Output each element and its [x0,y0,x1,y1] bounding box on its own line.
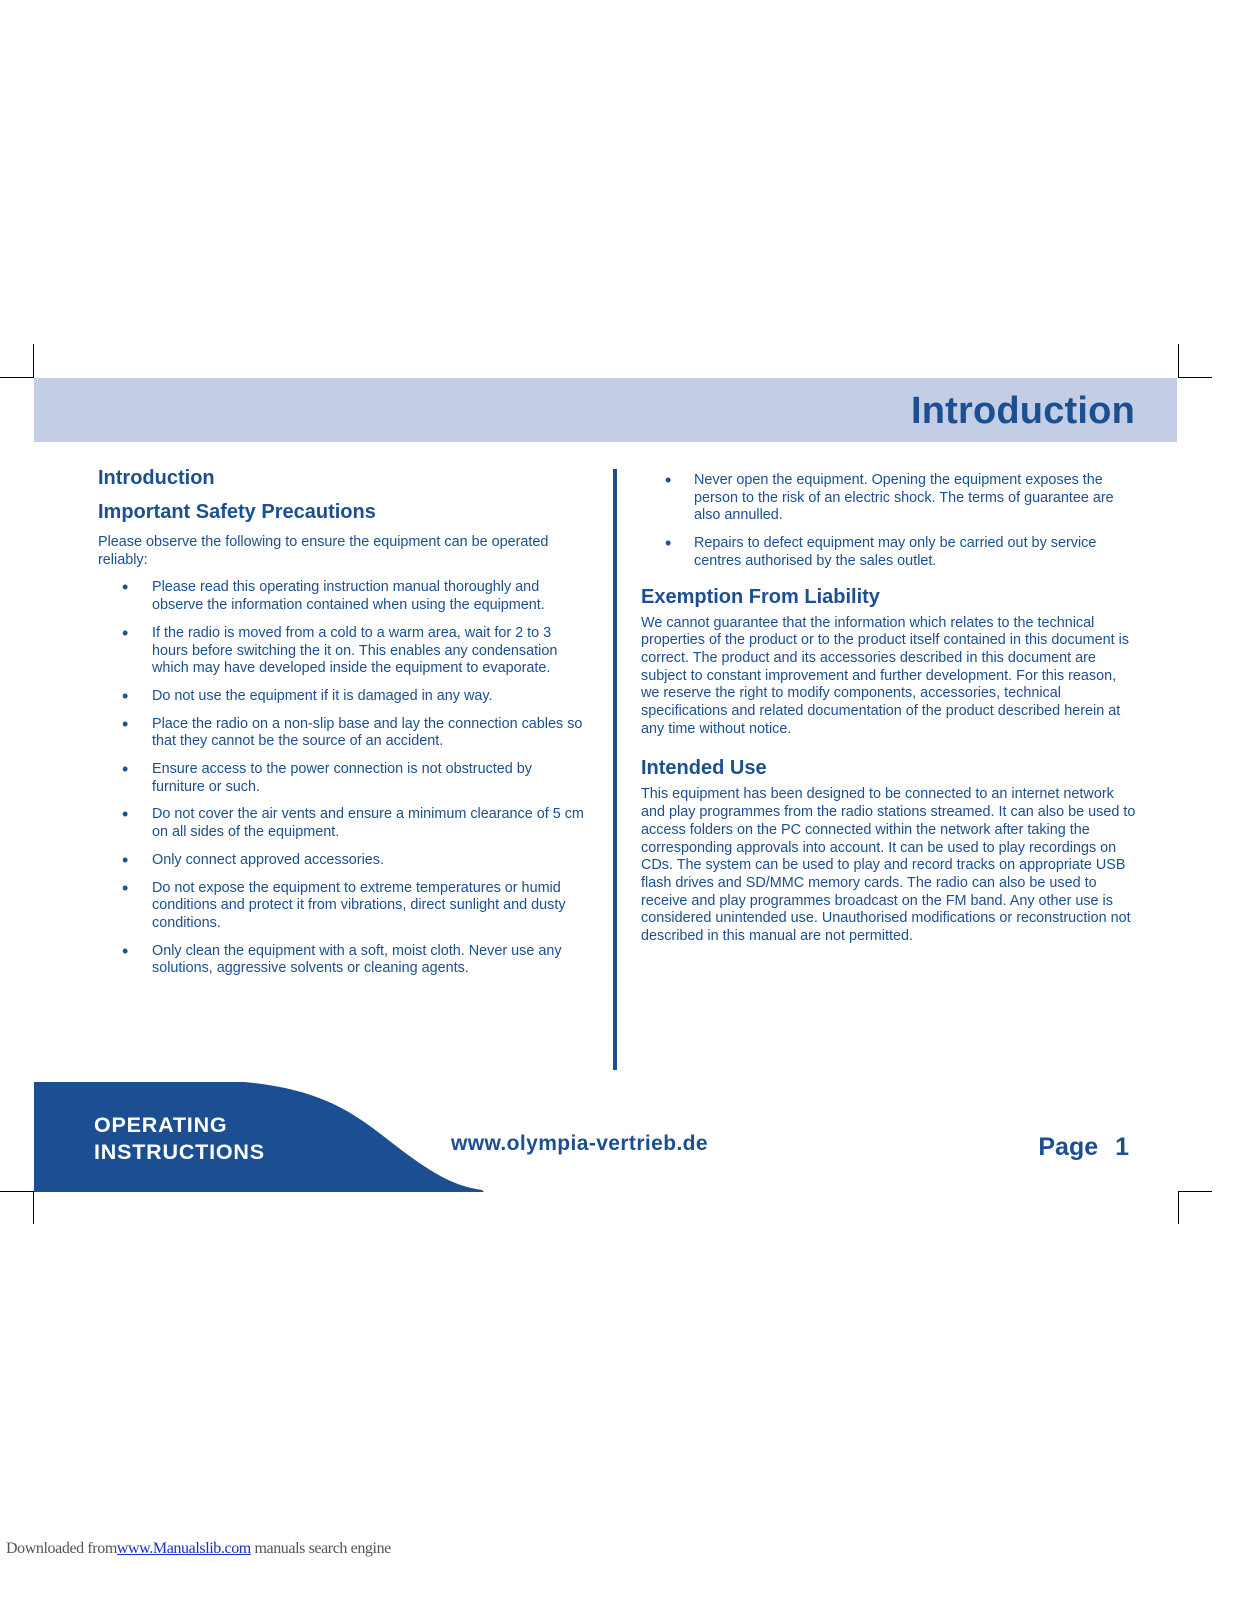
list-item-text: Do not cover the air vents and ensure a minimum clearance of 5 cm on all sides of the equipment. [152,806,584,841]
download-watermark [6,1540,391,1558]
list-item-text: Please read this operating instruction manual thoroughly and observe the information contained when using the equipment. [152,579,545,614]
safety-list-continued [641,472,1137,571]
crop-mark-bottom-right-vertical [1178,1191,1179,1224]
liability-heading: Exemption From Liability [641,585,880,608]
list-item [98,940,588,978]
list-item [98,877,588,933]
crop-mark-bottom-right-horizontal [1178,1191,1212,1192]
list-item-text: Only connect approved accessories. [152,851,384,868]
list-item [98,622,588,678]
watermark-suffix: manuals search engine [250,1540,391,1557]
safety-list [98,579,588,978]
page-title: Introduction [910,390,1135,432]
watermark-prefix: Downloaded from [6,1540,117,1557]
bullet-dot-icon: • [665,533,672,554]
crop-mark-top-left-horizontal [0,377,34,378]
bullet-dot-icon: • [122,577,129,598]
crop-mark-top-right-vertical [1178,344,1179,378]
crop-mark-top-left-vertical [33,344,34,378]
list-item-text: Do not use the equipment if it is damaged in any way. [152,687,493,704]
left-column [98,466,588,988]
bullet-dot-icon: • [122,622,129,643]
list-item-text: Only clean the equipment with a soft, moist cloth. Never use any solutions, aggressive solvents or cleaning agents. [152,942,562,977]
list-item [98,806,588,841]
bullet-dot-icon: • [122,849,129,870]
intended-use-text: This equipment has been designed to be connected to an internet network and play programmes from the radio stations streamed. It can also be used to access folders on the PC connected within the network after taking the corresponding approvals into account. It can be used to play recordings on CDs. The system can be used to play and record tracks on appropriate USB flash drives and SD/MMC memory cards. The radio can also be used to receive and play programmes broadcast on the FM band. Any other use is considered unintended use. Unauthorised modifications or reconstruction not described in this manual are not permitted. [641,786,1136,945]
crop-mark-top-right-horizontal [1178,377,1212,378]
crop-mark-bottom-left-horizontal [0,1191,34,1192]
bullet-dot-icon: • [665,470,672,490]
right-column [641,472,1137,946]
crop-mark-bottom-left-vertical [33,1191,34,1224]
operating-instructions-label [94,1112,265,1166]
list-item-text: Ensure access to the power connection is not obstructed by furniture or such. [152,761,532,795]
safety-intro-text: Please observe the following to ensure the equipment can be operated reliably: [98,534,549,568]
intro-heading: Introduction [98,467,215,489]
page-indicator [1038,1133,1129,1162]
column-divider [613,469,617,1070]
list-item-text: Never open the equipment. Opening the equipment exposes the person to the risk of an electric shock. The terms of guarantee are also annulled. [694,472,1114,524]
list-item [98,849,588,870]
header-band [34,378,1177,442]
list-item-text: If the radio is moved from a cold to a warm area, wait for 2 to 3 hours before switching the it on. This enables any condensation which may have developed inside the equipment to evaporate. [152,624,558,677]
list-item [98,579,588,614]
list-item [98,713,588,751]
website-url: www.olympia-vertrieb.de [451,1132,708,1155]
liability-text: We cannot guarantee that the information which relates to the technical properties of the product or to the product itself contained in this document is correct. The product and its accessories described in this document are subject to constant improvement and further development. For this reason, we reserve the right to modify components, accessories, technical specifications and related documentation of the product described herein at any time without notice. [641,614,1129,737]
list-item [641,472,1137,525]
safety-heading: Important Safety Precautions [98,501,376,523]
list-item [98,685,588,706]
bullet-dot-icon: • [122,759,129,780]
footer-label-line-2: INSTRUCTIONS [94,1140,265,1164]
bullet-dot-icon: • [122,804,129,825]
list-item-text: Place the radio on a non-slip base and lay the connection cables so that they cannot be the source of an accident. [152,715,583,750]
bullet-dot-icon: • [122,940,129,961]
intended-use-heading: Intended Use [641,757,767,780]
page-number: 1 [1115,1133,1129,1161]
footer-label-line-1: OPERATING [94,1113,228,1137]
list-item-text: Repairs to defect equipment may only be carried out by service centres authorised by the sales outlet. [694,535,1097,569]
page-label: Page [1038,1133,1099,1161]
bullet-dot-icon: • [122,877,129,898]
bullet-dot-icon: • [122,713,129,734]
list-item [641,535,1137,570]
list-item [98,761,588,796]
manualslib-link[interactable]: www.Manualslib.com [116,1540,251,1557]
list-item-text: Do not expose the equipment to extreme temperatures or humid conditions and protect it from vibrations, direct sunlight and dusty conditions. [152,879,566,931]
bullet-dot-icon: • [122,685,129,706]
